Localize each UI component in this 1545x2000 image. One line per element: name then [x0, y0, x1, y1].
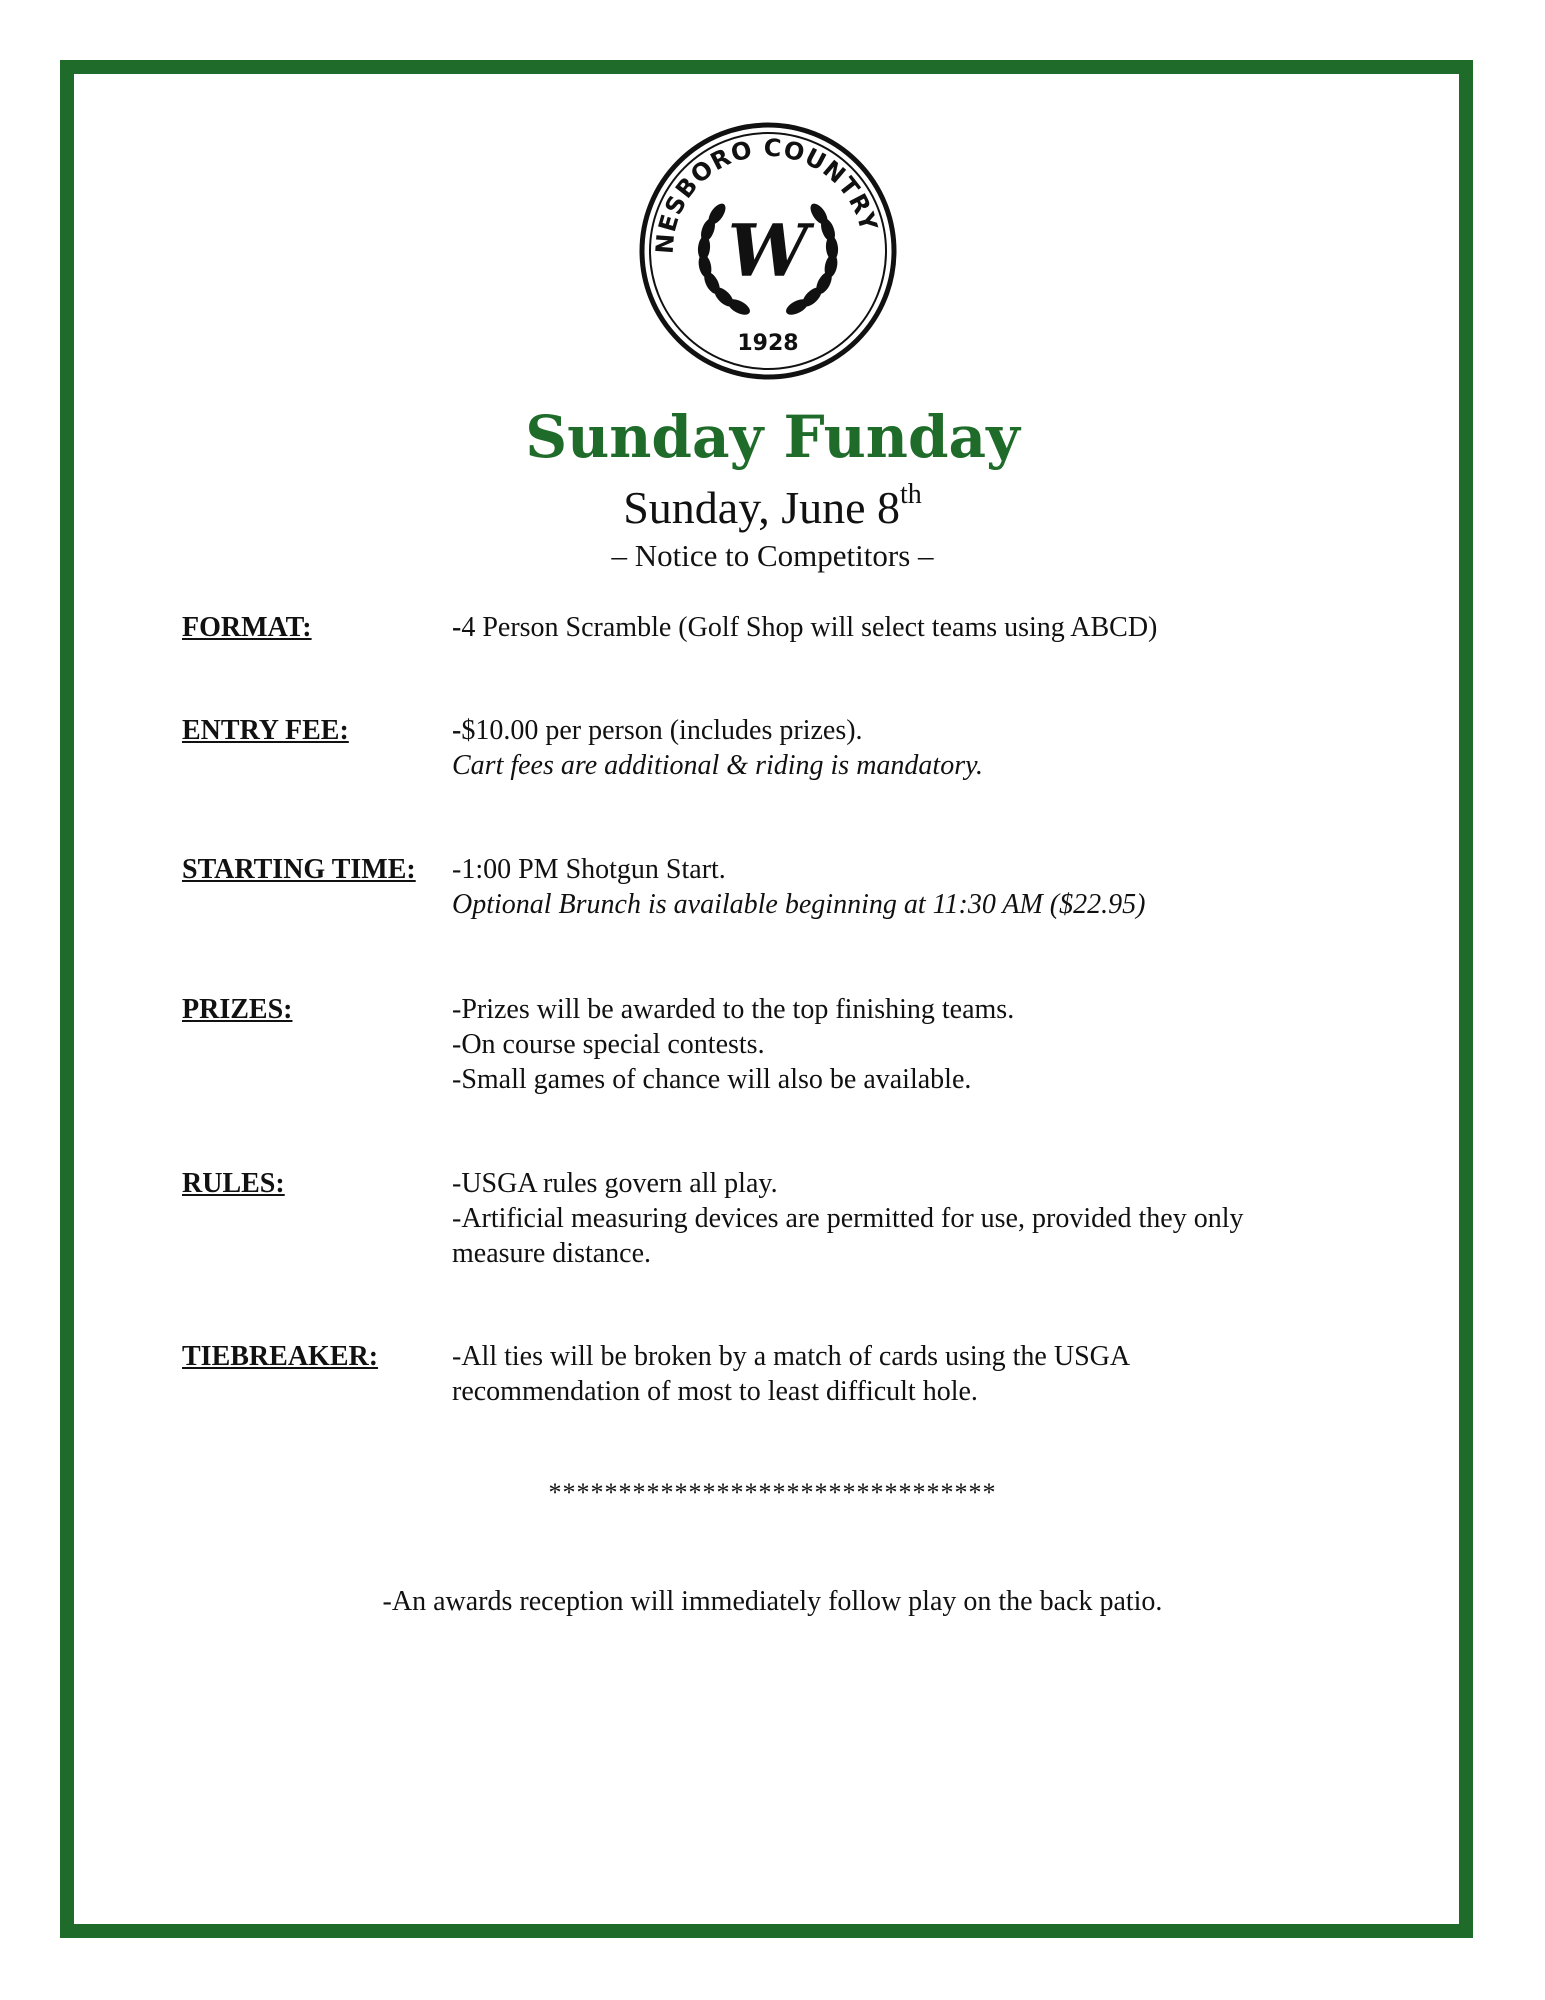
- logo-club-name: NESBORO COUNTRY: [650, 133, 883, 255]
- prizes-line-1: -Prizes will be awarded to the top finishing teams.: [452, 994, 1015, 1025]
- separator-stars: ********************************: [548, 1478, 997, 1507]
- entry-fee-body: [452, 713, 1332, 783]
- rules-body: [452, 1166, 1332, 1271]
- prizes-line-2: -On course special contests.: [452, 1029, 765, 1060]
- starting-time-line-2: Optional Brunch is available beginning at 11:30 AM ($22.95): [452, 889, 1146, 920]
- prizes-body: [452, 992, 1332, 1097]
- prizes-label: PRIZES:: [182, 994, 293, 1025]
- entry-fee-line-1: $10.00 per person (includes prizes).: [461, 715, 863, 746]
- rules-line-2: -Artificial measuring devices are permitted for use, provided they only measure distance.: [452, 1203, 1244, 1269]
- entry-fee-dash: -: [452, 715, 462, 746]
- footer-note: -An awards reception will immediately follow play on the back patio.: [382, 1586, 1163, 1617]
- rules-line-1: -USGA rules govern all play.: [452, 1168, 778, 1199]
- rules-label: RULES:: [182, 1168, 285, 1199]
- notice-subtitle: – Notice to Competitors –: [611, 538, 934, 573]
- entry-fee-label: ENTRY FEE:: [182, 715, 349, 746]
- tiebreaker-label: TIEBREAKER:: [182, 1341, 379, 1372]
- tiebreaker-line-1: -All ties will be broken by a match of cards using the USGA recommendation of most to least difficult hole.: [452, 1341, 1129, 1407]
- page-title: Sunday Funday: [525, 403, 1020, 471]
- starting-time-line-1: -1:00 PM Shotgun Start.: [452, 854, 726, 885]
- format-line-1: 4 Person Scramble (Golf Shop will select teams using ABCD): [461, 612, 1158, 643]
- event-date-suffix: th: [900, 479, 922, 510]
- club-logo: [633, 118, 903, 384]
- tiebreaker-body: [452, 1339, 1212, 1409]
- format-label: FORMAT:: [182, 612, 312, 643]
- prizes-line-3: -Small games of chance will also be available.: [452, 1064, 972, 1095]
- event-date: [0, 480, 1545, 536]
- format-body: [452, 610, 1332, 645]
- entry-fee-line-2: Cart fees are additional & riding is mandatory.: [452, 750, 983, 781]
- starting-time-label: STARTING TIME:: [182, 854, 416, 885]
- starting-time-body: [452, 852, 1332, 922]
- logo-monogram: W: [727, 208, 809, 293]
- logo-year: 1928: [737, 331, 799, 356]
- format-dash: -: [452, 612, 462, 643]
- event-date-text: Sunday, June 8: [623, 482, 901, 533]
